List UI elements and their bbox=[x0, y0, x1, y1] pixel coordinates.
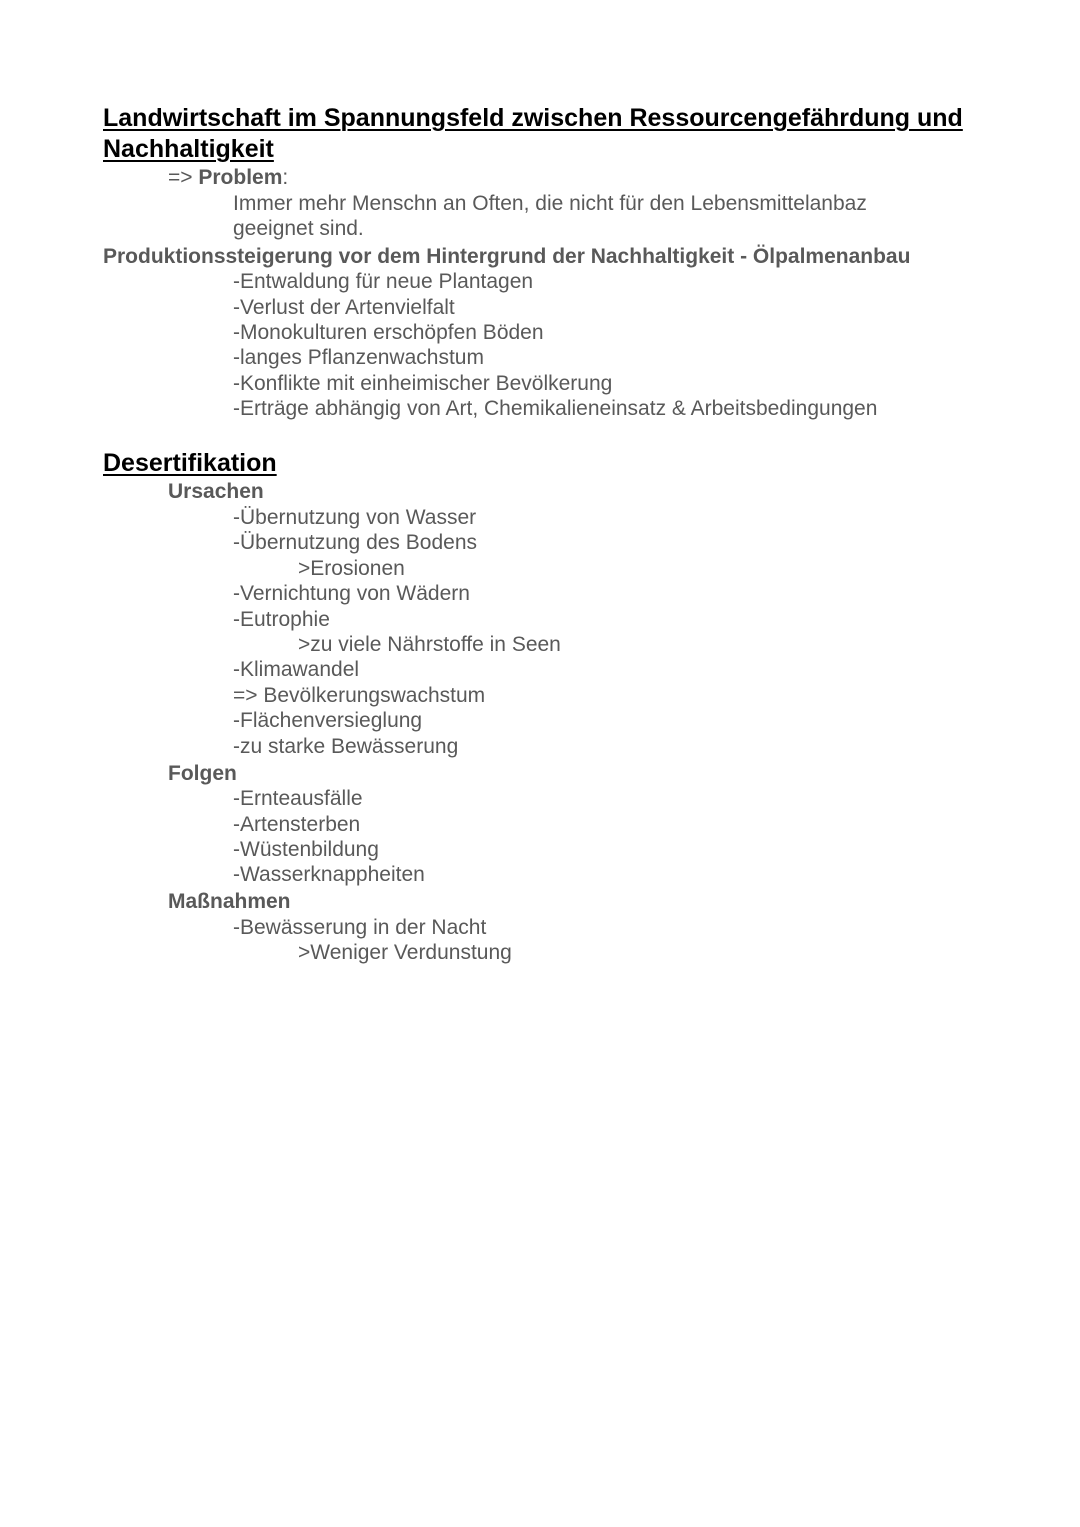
consequences-label: Folgen bbox=[168, 762, 237, 785]
sub-item: >Erosionen bbox=[298, 557, 405, 580]
section-title-line2: Nachhaltigkeit bbox=[103, 135, 274, 163]
list-item: -Entwaldung für neue Plantagen bbox=[233, 270, 534, 293]
list-item: -Monokulturen erschöpfen Böden bbox=[233, 321, 544, 344]
list-item: -langes Pflanzenwachstum bbox=[233, 346, 484, 369]
causes-label: Ursachen bbox=[168, 480, 264, 503]
arrow: => bbox=[168, 166, 199, 189]
sub-item: >zu viele Nährstoffe in Seen bbox=[298, 633, 561, 656]
list-item: -Übernutzung des Bodens bbox=[233, 531, 477, 554]
problem-text: Immer mehr Menschn an Often, die nicht für den Lebensmittelanbaz bbox=[233, 192, 867, 215]
list-item: -Bewässerung in der Nacht bbox=[233, 916, 487, 939]
list-item: -Übernutzung von Wasser bbox=[233, 506, 477, 529]
list-item: -Konflikte mit einheimischer Bevölkerung bbox=[233, 372, 613, 395]
list-item: -zu starke Bewässerung bbox=[233, 735, 459, 758]
list-item: -Wasserknappheiten bbox=[233, 863, 425, 886]
section-title: Desertifikation bbox=[103, 449, 277, 477]
list-item: -Verlust der Artenvielfalt bbox=[233, 296, 455, 319]
problem-line bbox=[168, 165, 288, 191]
measures-label: Maßnahmen bbox=[168, 890, 291, 913]
list-item: => Bevölkerungswachstum bbox=[233, 684, 486, 707]
list-item: -Flächenversieglung bbox=[233, 709, 423, 732]
list-item: -Ernteausfälle bbox=[233, 787, 363, 810]
section-title-line1: Landwirtschaft im Spannungsfeld zwischen Ressourcengefährdung und bbox=[103, 104, 963, 132]
sub-item: >Weniger Verdunstung bbox=[298, 941, 512, 964]
list-item: -Vernichtung von Wädern bbox=[233, 582, 470, 605]
list-item: -Eutrophie bbox=[233, 608, 330, 631]
problem-text: geeignet sind. bbox=[233, 217, 364, 240]
subheading: Produktionssteigerung vor dem Hintergrund der Nachhaltigkeit - Ölpalmenanbau bbox=[103, 245, 911, 268]
colon: : bbox=[282, 166, 289, 189]
list-item: -Erträge abhängig von Art, Chemikalieneinsatz & Arbeitsbedingungen bbox=[233, 397, 878, 420]
list-item: -Klimawandel bbox=[233, 658, 360, 681]
problem-label: Problem bbox=[198, 166, 283, 189]
list-item: -Artensterben bbox=[233, 813, 361, 836]
list-item: -Wüstenbildung bbox=[233, 838, 379, 861]
